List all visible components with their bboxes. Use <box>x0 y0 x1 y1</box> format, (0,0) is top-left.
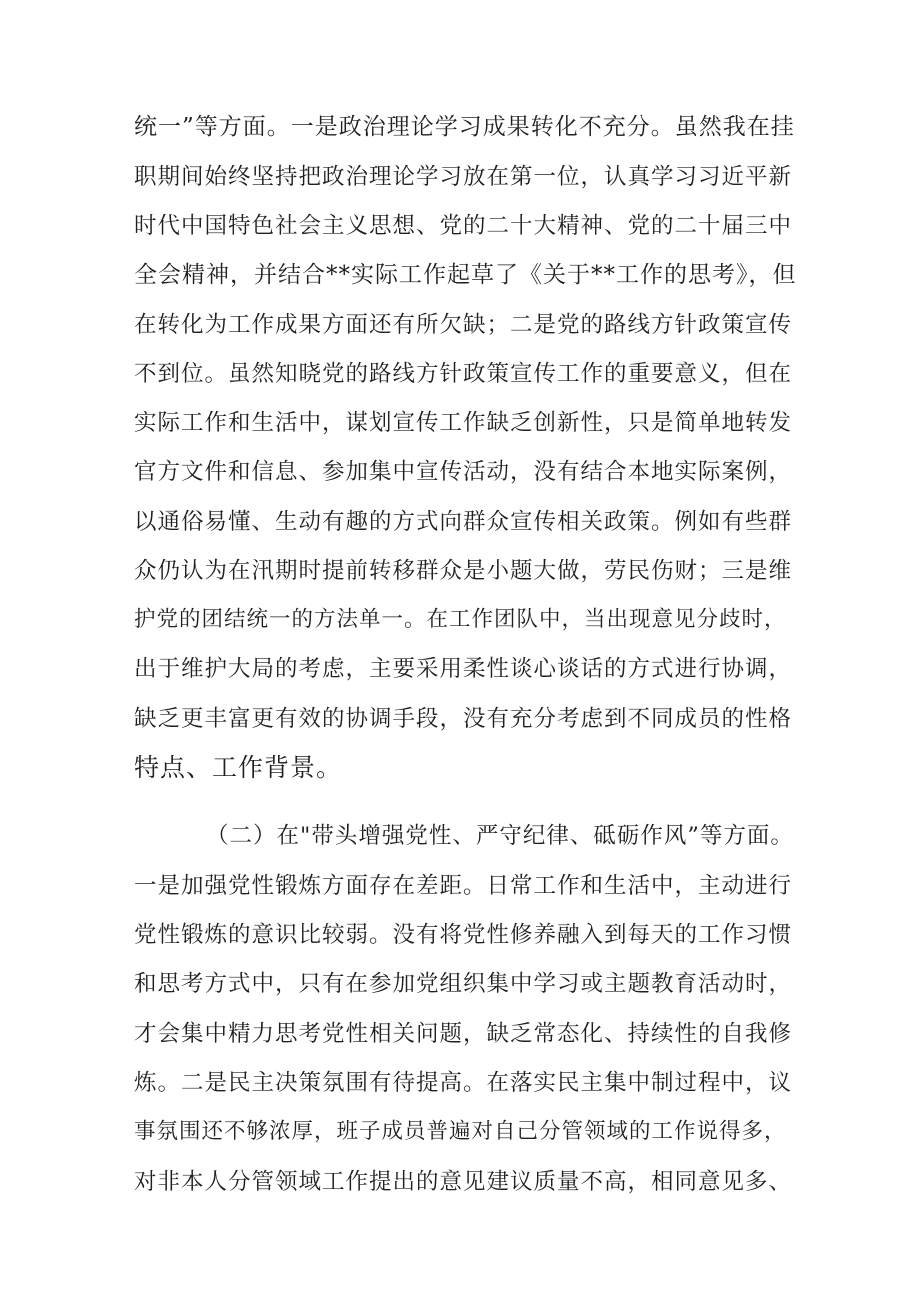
paragraph1-line-10: 众仍认为在汛期时提前转移群众是小题大做，劳民伤财；三是维 <box>134 558 793 584</box>
paragraph1-line-13: 缺乏更丰富更有效的协调手段，没有充分考虑到不同成员的性格 <box>134 706 793 732</box>
paragraph1-line-3: 时代中国特色社会主义思想、党的二十大精神、党的二十届三中 <box>134 213 793 239</box>
paragraph1-line-8: 官方文件和信息、参加集中宣传活动，没有结合本地实际案例， <box>134 459 793 485</box>
paragraph1-line-2: 职期间始终坚持把政治理论学习放在第一位，认真学习习近平新 <box>134 164 793 190</box>
paragraph2-line-6: 炼。二是民主决策氛围有待提高。在落实民主集中制过程中，议 <box>134 1070 793 1096</box>
paragraph1-line-11: 护党的团结统一的方法单一。在工作团队中，当出现意见分歧时， <box>134 607 787 632</box>
paragraph1-line-14: 特点、工作背景。 <box>134 753 343 782</box>
paragraph2-line-2: 一是加强党性锻炼方面存在差距。日常工作和生活中，主动进行 <box>134 873 793 899</box>
paragraph1-line-12: 出于维护大局的考虑，主要采用柔性谈心谈话的方式进行协调， <box>134 656 793 682</box>
paragraph2-line-3: 党性锻炼的意识比较弱。没有将党性修养融入到每天的工作习惯 <box>134 922 793 948</box>
paragraph1-line-6: 不到位。虽然知晓党的路线方针政策宣传工作的重要意义，但在 <box>134 361 793 387</box>
paragraph2-line-4: 和思考方式中，只有在参加党组织集中学习或主题教育活动时， <box>134 971 793 997</box>
paragraph1-line-9: 以通俗易懂、生动有趣的方式向群众宣传相关政策。例如有些群 <box>134 509 793 535</box>
paragraph2-heading-line: （二）在"带头增强党性、严守纪律、砥砺作风”等方面。 <box>206 823 794 849</box>
paragraph1-line-1: 统一”等方面。一是政治理论学习成果转化不充分。虽然我在挂 <box>134 114 795 140</box>
paragraph2-line-7: 事氛围还不够浓厚，班子成员普遍对自己分管领域的工作说得多， <box>134 1119 787 1144</box>
paragraph1-line-4: 全会精神，并结合**实际工作起草了《关于**工作的思考》，但 <box>134 262 797 288</box>
paragraph1-line-5: 在转化为工作成果方面还有所欠缺；二是党的路线方针政策宣传 <box>134 312 793 338</box>
paragraph2-line-5: 才会集中精力思考党性相关问题，缺乏常态化、持续性的自我修 <box>134 1021 793 1047</box>
paragraph2-line-8: 对非本人分管领域工作提出的意见建议质量不高，相同意见多、 <box>134 1169 793 1195</box>
paragraph1-line-7: 实际工作和生活中，谋划宣传工作缺乏创新性，只是简单地转发 <box>134 410 793 436</box>
